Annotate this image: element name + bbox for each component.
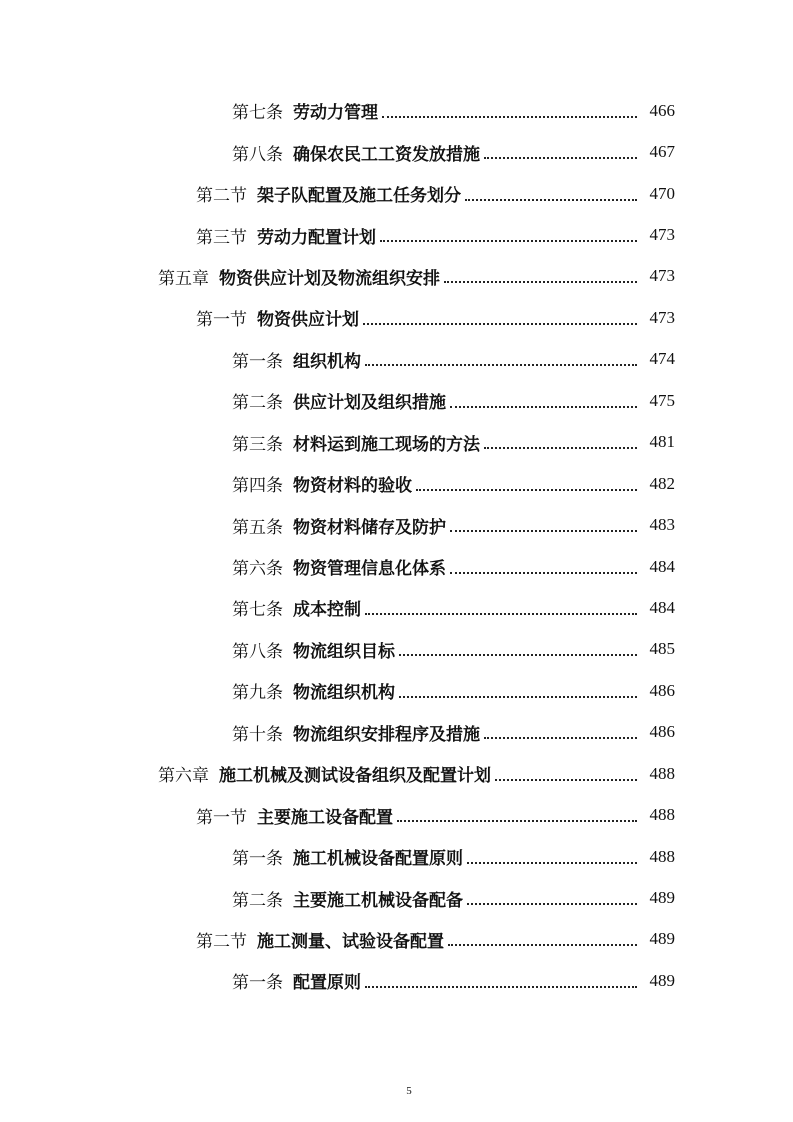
toc-entry[interactable] [0,960,793,1001]
toc-entry-label: 第六章 [158,766,209,787]
toc-entry[interactable] [0,422,793,463]
toc-entry-title: 物资材料储存及防护 [293,517,446,538]
toc-entry-page: 488 [649,805,675,825]
toc-entry-page: 482 [649,473,675,493]
toc-dot-leader [484,447,637,449]
toc-entry-label: 第七条 [232,103,283,124]
toc-entry-label: 第三条 [232,434,283,455]
toc-entry-title: 物流组织机构 [293,683,395,704]
toc-entry-label: 第八条 [232,641,283,662]
toc-entry-title: 主要施工设备配置 [257,807,393,828]
toc-entry[interactable] [0,297,793,338]
toc-entry-page: 485 [649,639,675,659]
toc-entry-page: 489 [649,929,675,949]
toc-dot-leader [495,779,637,781]
toc-entry-title: 物资材料的验收 [293,476,412,497]
toc-entry[interactable] [0,753,793,794]
toc-entry[interactable] [0,836,793,877]
toc-entry-label: 第十条 [232,724,283,745]
toc-entry-page: 488 [649,763,675,783]
toc-entry-label: 第九条 [232,683,283,704]
toc-entry-title: 物流组织安排程序及措施 [293,724,480,745]
toc-entry-title: 施工机械设备配置原则 [293,849,463,870]
toc-entry-label: 第五条 [232,517,283,538]
toc-dot-leader [465,199,637,201]
toc-entry-label: 第七条 [232,600,283,621]
toc-entry-page: 475 [649,390,675,410]
toc-entry[interactable] [0,877,793,918]
toc-entry-title: 物资管理信息化体系 [293,559,446,580]
toc-entry-page: 473 [649,266,675,286]
toc-entry-title: 材料运到施工现场的方法 [293,434,480,455]
toc-entry-title: 施工机械及测试设备组织及配置计划 [219,766,491,787]
toc-entry[interactable] [0,629,793,670]
toc-entry[interactable] [0,380,793,421]
toc-dot-leader [363,323,637,325]
toc-entry[interactable] [0,214,793,255]
toc-entry[interactable] [0,173,793,214]
toc-entry-title: 架子队配置及施工任务划分 [257,186,461,207]
toc-dot-leader [467,903,637,905]
toc-entry-page: 488 [649,846,675,866]
toc-dot-leader [484,737,637,739]
toc-entry-label: 第二节 [196,186,247,207]
toc-entry[interactable] [0,712,793,753]
toc-dot-leader [444,281,637,283]
toc-entry[interactable] [0,670,793,711]
toc-entry-title: 物资供应计划 [257,310,359,331]
toc-entry-page: 481 [649,432,675,452]
toc-entry-label: 第二条 [232,890,283,911]
toc-entry-page: 489 [649,970,675,990]
toc-dot-leader [380,240,637,242]
toc-entry[interactable] [0,339,793,380]
toc-entry-label: 第三节 [196,227,247,248]
toc-dot-leader [399,654,637,656]
toc-entry-page: 474 [649,349,675,369]
toc-entry[interactable] [0,90,793,131]
toc-entry-label: 第一条 [232,849,283,870]
toc-entry-title: 劳动力管理 [293,103,378,124]
toc-entry-page: 489 [649,888,675,908]
toc-dot-leader [397,820,637,822]
page-number: 5 [406,1085,412,1097]
toc-entry-label: 第五章 [158,268,209,289]
toc-entry[interactable] [0,587,793,628]
toc-entry-title: 配置原则 [293,973,361,994]
toc-entry-label: 第六条 [232,559,283,580]
toc-entry-title: 成本控制 [293,600,361,621]
toc-entry-label: 第二节 [196,931,247,952]
toc-entry-page: 467 [649,142,675,162]
toc-entry-page: 484 [649,597,675,617]
toc-dot-leader [450,406,637,408]
toc-entry-page: 484 [649,556,675,576]
toc-entry-page: 470 [649,183,675,203]
toc-entry-title: 主要施工机械设备配备 [293,890,463,911]
toc-dot-leader [450,530,637,532]
toc-entry-page: 486 [649,722,675,742]
toc-entry[interactable] [0,919,793,960]
toc-dot-leader [450,572,637,574]
toc-entry-title: 施工测量、试验设备配置 [257,931,444,952]
toc-entry-label: 第一节 [196,310,247,331]
toc-entry[interactable] [0,504,793,545]
toc-dot-leader [416,489,637,491]
toc-entry-title: 确保农民工工资发放措施 [293,144,480,165]
toc-entry-label: 第二条 [232,393,283,414]
toc-entry[interactable] [0,256,793,297]
toc-entry-label: 第一条 [232,351,283,372]
toc-dot-leader [467,862,637,864]
toc-entry-title: 劳动力配置计划 [257,227,376,248]
toc-dot-leader [484,157,637,159]
toc-entry-label: 第八条 [232,144,283,165]
toc-entry-title: 物流组织目标 [293,641,395,662]
toc-entry-page: 473 [649,307,675,327]
toc-entry-page: 486 [649,680,675,700]
table-of-contents [0,90,793,1002]
toc-entry-title: 供应计划及组织措施 [293,393,446,414]
toc-entry-label: 第四条 [232,476,283,497]
toc-entry[interactable] [0,794,793,835]
toc-dot-leader [382,116,637,118]
toc-entry-label: 第一节 [196,807,247,828]
toc-dot-leader [448,944,637,946]
toc-dot-leader [365,364,637,366]
toc-entry-page: 483 [649,515,675,535]
toc-dot-leader [399,696,637,698]
toc-entry-title: 组织机构 [293,351,361,372]
toc-entry-page: 473 [649,225,675,245]
toc-entry-label: 第一条 [232,973,283,994]
toc-entry[interactable] [0,131,793,172]
toc-entry-title: 物资供应计划及物流组织安排 [219,268,440,289]
toc-entry[interactable] [0,546,793,587]
toc-dot-leader [365,986,637,988]
toc-entry-page: 466 [649,100,675,120]
toc-dot-leader [365,613,637,615]
toc-entry[interactable] [0,463,793,504]
